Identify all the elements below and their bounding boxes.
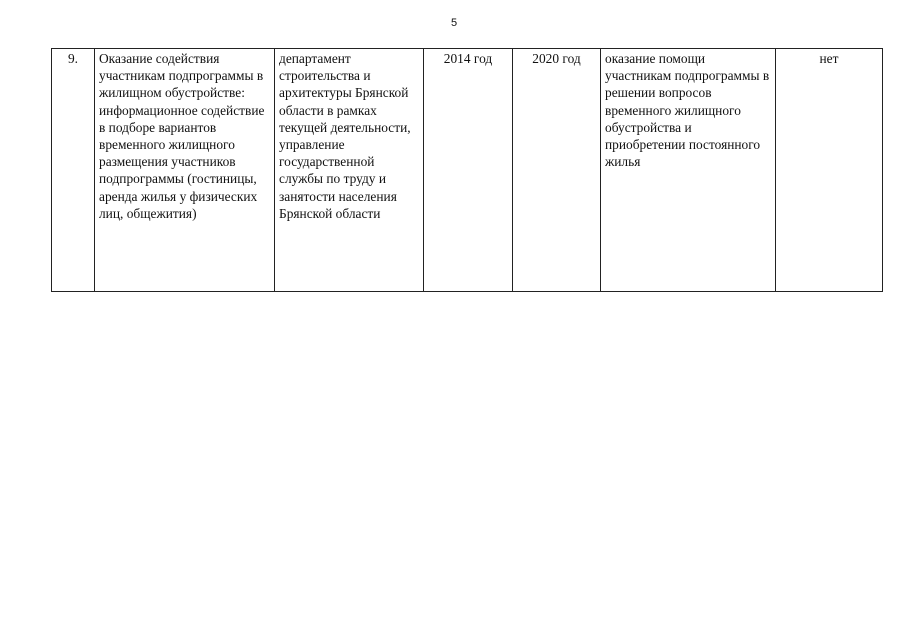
- end-year-cell: [513, 49, 601, 292]
- page-number: 5: [450, 17, 458, 29]
- table-row: [52, 49, 883, 292]
- row-number: 9.: [67, 51, 79, 66]
- start-year-cell: [424, 49, 513, 292]
- activity-text: Оказание содействия участникам подпрограммы в жилищном обустройстве: информационное содействие в подборе вариантов временного жилищного размещения участников подпрограммы (гостиницы, аренда жилья у физических лиц, общежития): [99, 51, 265, 221]
- executor-cell: [275, 49, 424, 292]
- result-text: оказание помощи участникам подпрограммы в решении вопросов временного жилищного обустройства и приобретении постоянного жилья: [605, 51, 770, 170]
- result-cell: [601, 49, 776, 292]
- activity-cell: [95, 49, 275, 292]
- end-year: 2020 год: [532, 51, 581, 66]
- start-year: 2014 год: [443, 51, 493, 66]
- measures-table: [51, 48, 883, 292]
- flag-cell: [776, 49, 883, 292]
- flag-text: нет: [819, 51, 839, 66]
- row-number-cell: [52, 49, 95, 292]
- executor-text: департамент строительства и архитектуры Брянской области в рамках текущей деятельности, управление государственной службы по труду и занятости населения Брянской области: [279, 51, 411, 221]
